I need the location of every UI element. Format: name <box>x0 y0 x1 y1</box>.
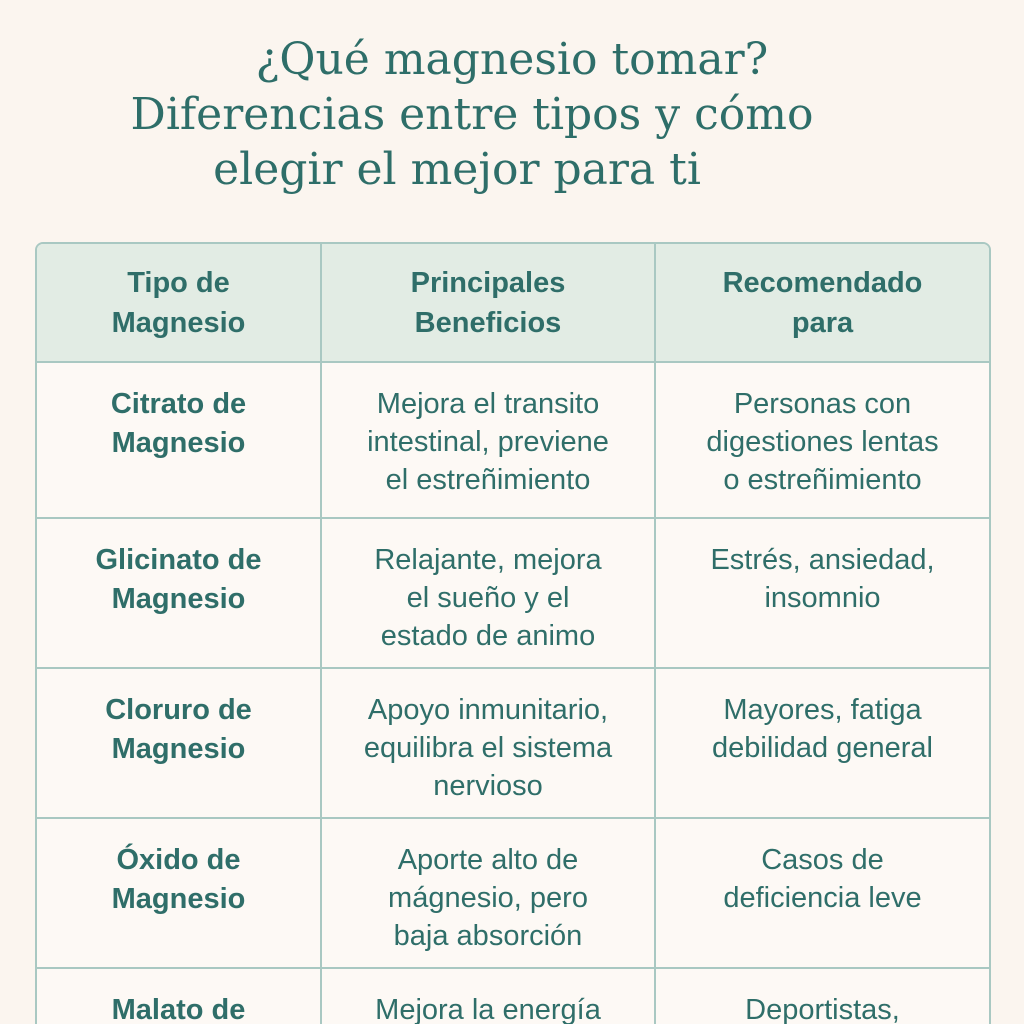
table-row <box>37 518 989 668</box>
comparison-table <box>37 244 989 1024</box>
cell-benefits: Relajante, mejora el sueño y el estado de animo <box>321 518 655 668</box>
cell-type: Cloruro de Magnesio <box>37 668 321 818</box>
cell-benefits: Mejora la energía <box>321 968 655 1024</box>
table-row <box>37 818 989 968</box>
title-line-1: ¿Qué magnesio tomar? <box>255 34 769 85</box>
table-header-row <box>37 244 989 362</box>
header-type: Tipo de Magnesio <box>37 244 321 362</box>
cell-recommended: Estrés, ansiedad, insomnio <box>655 518 989 668</box>
header-recommended: Recomendado para <box>655 244 989 362</box>
table-row <box>37 362 989 518</box>
table-row <box>37 668 989 818</box>
cell-benefits: Aporte alto de mágnesio, pero baja absorción <box>321 818 655 968</box>
cell-recommended: Personas con digestiones lentas o estreñimiento <box>655 362 989 518</box>
cell-recommended: Deportistas, <box>655 968 989 1024</box>
cell-benefits: Apoyo inmunitario, equilibra el sistema nervioso <box>321 668 655 818</box>
page-title <box>0 32 1024 197</box>
cell-type: Citrato de Magnesio <box>37 362 321 518</box>
cell-recommended: Mayores, fatiga debilidad general <box>655 668 989 818</box>
cell-benefits: Mejora el transito intestinal, previene el estreñimiento <box>321 362 655 518</box>
cell-type: Glicinato de Magnesio <box>37 518 321 668</box>
magnesium-comparison-table <box>35 242 991 1024</box>
table-row <box>37 968 989 1024</box>
header-benefits: Principales Beneficios <box>321 244 655 362</box>
cell-recommended: Casos de deficiencia leve <box>655 818 989 968</box>
cell-type: Malato de <box>37 968 321 1024</box>
title-line-2: Diferencias entre tipos y cómo <box>130 89 814 140</box>
title-line-3: elegir el mejor para ti <box>213 144 701 195</box>
cell-type: Óxido de Magnesio <box>37 818 321 968</box>
